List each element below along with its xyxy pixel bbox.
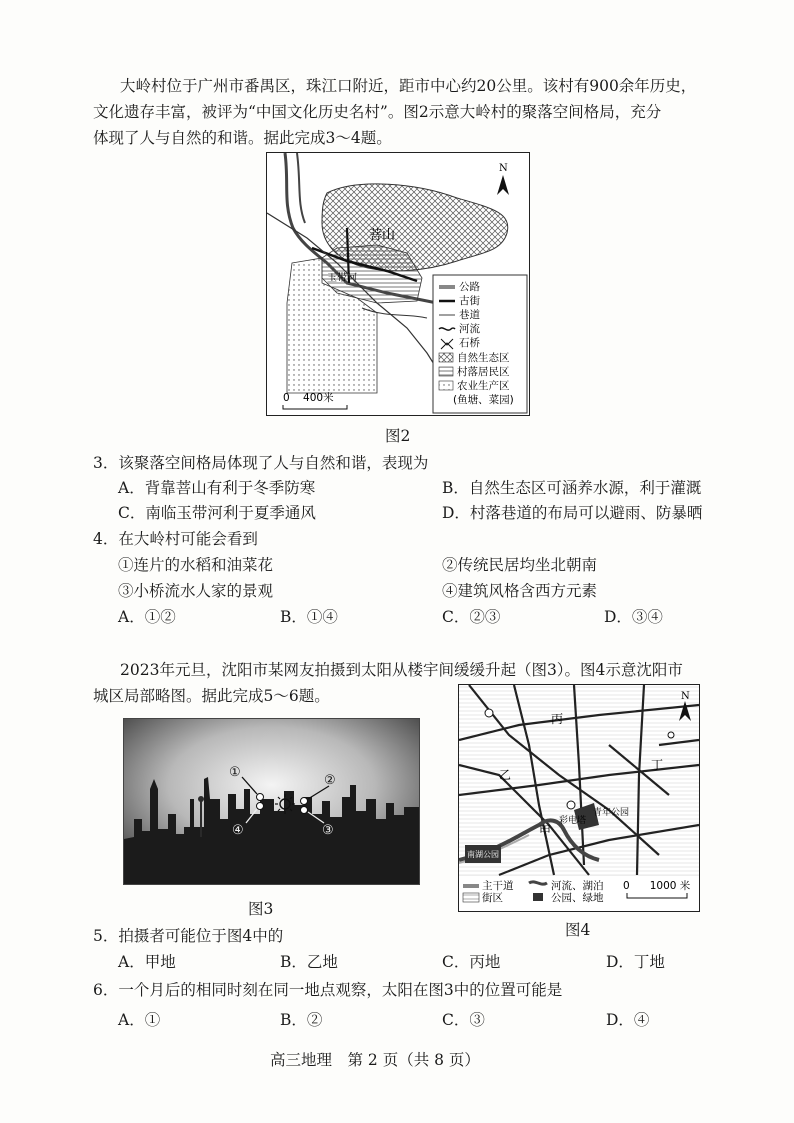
legend-residential: 村落居民区 [457,366,510,378]
q3-stem: 3．该聚落空间格局体现了人与自然和谐，表现为 [93,454,429,472]
river-label: 玉带河 [327,273,357,284]
place-ding: 丁 [651,758,664,772]
place-lake: 南湖公园 [467,850,499,859]
figure3-caption: 图3 [248,900,274,918]
q3-option-a[interactable]: A．背靠菩山有利于冬季防寒 [118,479,316,497]
passage1-line2: 文化遗存丰富，被评为“中国文化历史名村”。图2示意大岭村的聚落空间格局，充分 [93,103,662,121]
figure2-svg [267,153,529,415]
passage1-line3: 体现了人与自然的和谐。据此完成3～4题。 [93,129,392,147]
q4-stem: 4．在大岭村可能会看到 [93,530,258,548]
passage1-line1: 大岭村位于广州市番禺区，珠江口附近，距市中心约20公里。该村有900余年历史， [120,77,697,95]
place-tower: 彩电塔 [559,816,587,826]
figure4-caption: 图4 [565,921,591,939]
place-bing: 丙 [551,712,564,726]
north-arrow-icon [497,175,509,195]
q3-option-c[interactable]: C．南临玉带河利于夏季通风 [118,504,316,522]
q3-option-b[interactable]: B．自然生态区可涵养水源，利于灌溉 [442,479,702,497]
q5-option-d[interactable]: D．丁地 [606,953,665,971]
q6-option-c[interactable]: C．③ [442,1011,485,1029]
q5-option-b[interactable]: B．乙地 [280,953,338,971]
page-footer: 高三地理 第 2 页（共 8 页） [270,1051,480,1069]
legend-water: 河流、湖泊 [551,880,604,892]
place-yi: 乙 [499,768,512,782]
q6-option-b[interactable]: B．② [280,1011,323,1029]
legend-main-road: 主干道 [482,880,514,892]
legend-bridge: 石桥 [459,337,480,349]
place-park: 青年公园 [593,808,630,818]
q4-statement-3: ③小桥流水人家的景观 [118,582,274,600]
q5-option-c[interactable]: C．丙地 [442,953,501,971]
q4-option-c[interactable]: C．②③ [442,608,501,626]
legend-lane: 巷道 [459,309,480,321]
q4-statement-2: ②传统民居均坐北朝南 [442,556,598,574]
marker-2: ② [324,773,336,788]
q4-option-a[interactable]: A．①② [118,608,176,626]
figure2-map [266,152,530,416]
q4-option-b[interactable]: B．①④ [280,608,338,626]
marker-1: ① [229,765,241,780]
q6-stem: 6．一个月后的相同时刻在同一地点观察，太阳在图3中的位置可能是 [93,981,563,999]
q4-statement-4: ④建筑风格含西方元素 [442,582,598,600]
figure3-photo [123,718,420,885]
figure4-map [458,684,700,912]
passage2-line2: 城区局部略图。据此完成5～6题。 [93,687,330,705]
north-label: N [499,163,508,174]
legend-agriculture: 农业生产区 [457,380,510,392]
q3-option-d[interactable]: D．村落巷道的布局可以避雨、防暴晒 [442,504,703,522]
legend-road: 公路 [459,281,480,293]
q4-option-d[interactable]: D．③④ [604,608,663,626]
scale-label: 0 400米 [283,392,334,404]
legend-river: 河流 [459,323,480,335]
figure2-caption: 图2 [385,427,411,445]
q5-stem: 5．拍摄者可能位于图4中的 [93,927,284,945]
marker-4: ④ [232,823,244,838]
marker-3: ③ [322,823,334,838]
q5-option-a[interactable]: A．甲地 [118,953,176,971]
q4-statement-1: ①连片的水稻和油菜花 [118,556,274,574]
q6-option-d[interactable]: D．④ [606,1011,650,1029]
legend-block: 街区 [482,892,503,904]
legend-ancient-street: 古街 [459,295,480,307]
passage2-line1: 2023年元旦，沈阳市某网友拍摄到太阳从楼宇间缓缓升起（图3）。图4示意沈阳市 [120,661,683,679]
north-label-fig4: N [681,691,690,702]
place-jia: 甲 [539,824,552,838]
legend-agriculture-note: (鱼塘、菜园) [453,394,514,406]
mountain-label: 菩山 [369,228,396,243]
legend-scale: 0 1000 米 [623,880,691,892]
legend-green: 公园、绿地 [551,892,604,904]
q6-option-a[interactable]: A．① [118,1011,161,1029]
legend-eco-zone: 自然生态区 [457,352,510,364]
